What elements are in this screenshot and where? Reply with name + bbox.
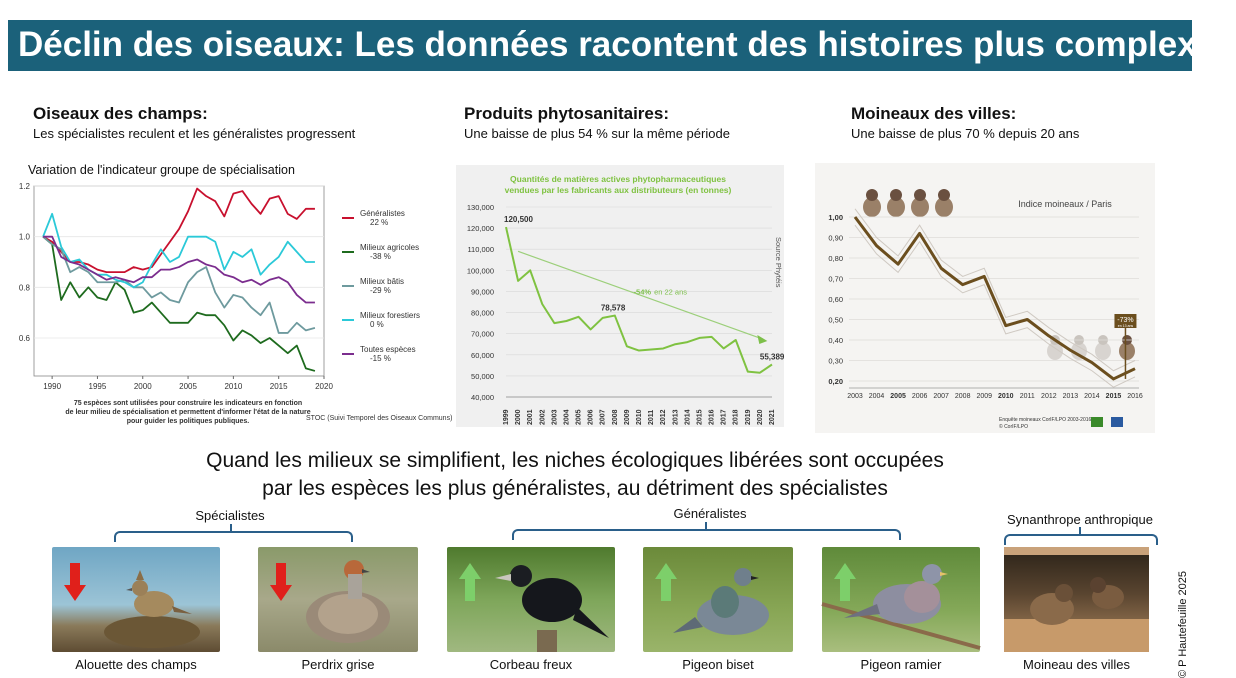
chart1-legend-name: Généralistes: [360, 209, 405, 218]
bird-caption-moineau: Moineau des villes: [1023, 657, 1130, 672]
chart2-xtick-label: 2014: [684, 409, 692, 425]
sparrow-illustration: [1004, 547, 1149, 652]
chart1-legend-pct: -38 %: [370, 252, 391, 261]
chart2-xtick-label: 2009: [623, 409, 631, 425]
chart2-ytick-label: 60,000: [471, 350, 494, 360]
bird-photo-moineau: [1004, 547, 1149, 652]
chart1-legend-pct: 22 %: [370, 218, 389, 227]
chart2-label-mid: 78,578: [600, 303, 626, 313]
chart2-label-first: 120,500: [504, 215, 533, 225]
chart3-logo-2: [1111, 417, 1123, 427]
chart1-legend-name: Toutes espèces: [360, 345, 416, 354]
chart1-legend-pct: -15 %: [370, 354, 391, 363]
chart2-ytick-label: 70,000: [471, 329, 494, 339]
section-subtitle-pesticides: Une baisse de plus 54 % sur la même période: [464, 126, 730, 141]
partridge-illustration: [288, 552, 408, 652]
conclusion: [0, 447, 1150, 503]
sparrow-head-icon: [866, 189, 878, 201]
chart2-xtick-label: 2004: [563, 409, 571, 425]
bird-photo-ramier: [822, 547, 980, 652]
chart1-xtick-label: 2000: [133, 382, 152, 391]
conclusion-line-1: Quand les milieux se simplifient, les niches écologiques libérées sont occupées: [206, 449, 944, 472]
chart2-xtick-label: 1999: [503, 409, 510, 425]
bird-photo-perdrix: [258, 547, 418, 652]
chart2-ytick-label: 130,000: [466, 203, 494, 212]
sparrows-chart: [815, 163, 1155, 433]
section-title-sparrows: Moineaux des villes:: [851, 104, 1017, 123]
chart1-ytick-label: 0.8: [18, 283, 30, 293]
chart2-xtick-label: 2020: [756, 409, 764, 425]
rook-illustration: [487, 552, 612, 652]
chart3-badge-sub: en 13 ans: [1117, 324, 1134, 328]
chart3-ytick-label: 0,30: [828, 356, 843, 366]
chart3-xtick-label: 2016: [1127, 393, 1143, 400]
chart1-footnote-3: pour guider les politiques publiques.: [126, 418, 250, 425]
chart2-source: Source Phytéis: [774, 237, 783, 288]
bird-caption-perdrix: Perdrix grise: [301, 657, 375, 672]
chart2-ytick-label: 120,000: [466, 224, 494, 234]
chart1-title: Variation de l'indicateur groupe de spécialisation: [28, 163, 295, 177]
brace-generalists: [512, 529, 901, 540]
specialization-chart: [8, 158, 453, 440]
chart2-xtick-label: 2013: [672, 409, 680, 425]
chart3-badge-label: -73%: [1117, 317, 1134, 324]
chart2-label-last: 55,389: [759, 352, 785, 362]
pesticides-chart: [456, 165, 784, 427]
sparrow-head-icon: [890, 189, 902, 201]
chart3-xtick-label: 2010: [997, 393, 1014, 400]
chart3-logo-1: [1091, 417, 1103, 427]
chart1-xtick-label: 2005: [179, 382, 197, 391]
sparrow-head-icon: [914, 189, 926, 201]
brace-tick-generalists: [705, 522, 707, 529]
chart2-ytick-label: 110,000: [467, 245, 494, 255]
chart3-xtick-label: 2013: [1062, 393, 1079, 400]
chart1-legend-name: Milieux forestiers: [360, 311, 421, 320]
lark-illustration: [102, 562, 202, 647]
chart2-xtick-label: 2001: [527, 409, 535, 425]
chart2-xtick-label: 2018: [732, 409, 740, 425]
arrow-up-icon: [459, 563, 481, 601]
chart3-credit-2: © CorIF/LPO: [999, 424, 1028, 430]
chart3-ytick-label: 0,40: [828, 336, 843, 345]
conclusion-line-2: par les espèces les plus généralistes, au détriment des spécialistes: [262, 477, 888, 500]
page-title: Déclin des oiseaux: Les données racontent des histoires plus complexes: [18, 25, 1236, 64]
chart1-footnote-2: de leur milieu de spécialisation et permettent d'informer l'état de la nature: [65, 409, 311, 416]
bird-photo-corbeau: [447, 547, 615, 652]
chart3-title: Indice moineaux / Paris: [1018, 199, 1112, 209]
chart3-ytick-label: 0,20: [828, 377, 843, 386]
chart2-ytick-label: 40,000: [471, 393, 494, 402]
chart2-ytick-label: 90,000: [471, 287, 494, 297]
chart2-ytick-label: 80,000: [471, 308, 494, 318]
bird-caption-alouette: Alouette des champs: [75, 657, 197, 672]
section-title-fields: Oiseaux des champs:: [33, 104, 208, 123]
chart3-xtick-label: 2015: [1105, 393, 1122, 400]
chart2-title-1: Quantités de matières actives phytopharmaceutiques: [510, 174, 726, 184]
chart3-xtick-label: 2006: [911, 393, 928, 400]
chart1-source: STOC (Suivi Temporel des Oiseaux Communs): [306, 415, 453, 422]
chart2-ytick-label: 100,000: [466, 266, 494, 276]
chart1-legend-name: Milieux agricoles: [360, 243, 420, 252]
chart3-xtick-label: 2012: [1041, 393, 1057, 400]
chart1-legend-pct: 0 %: [370, 320, 384, 329]
chart3-xtick-label: 2004: [868, 393, 885, 400]
section-subtitle-fields: Les spécialistes reculent et les généralistes progressent: [33, 126, 356, 141]
chart3-ytick-label: 0,70: [828, 274, 843, 284]
chart2-xtick-label: 2011: [648, 409, 656, 425]
chart3-xtick-label: 2009: [976, 393, 993, 400]
chart3-xtick-label: 2008: [954, 393, 971, 400]
chart3-ytick-label: 0,50: [828, 315, 843, 325]
group-label-generalists: Généralistes: [673, 506, 747, 521]
bird-caption-biset: Pigeon biset: [682, 657, 754, 672]
group-label-specialists: Spécialistes: [195, 508, 265, 523]
section-subtitle-sparrows: Une baisse de plus 70 % depuis 20 ans: [851, 126, 1080, 141]
chart3-credit: Enquête moineaux CorIF/LPO 2003-2016: [999, 417, 1092, 423]
rock-dove-illustration: [663, 557, 788, 652]
section-title-pesticides: Produits phytosanitaires:: [464, 104, 669, 123]
arrow-down-icon: [64, 563, 86, 601]
chart2-ytick-label: 50,000: [471, 371, 494, 381]
chart3-ytick-label: 0,60: [828, 295, 843, 304]
bird-photo-biset: [643, 547, 793, 652]
chart1-xtick-label: 2020: [315, 382, 333, 391]
brace-specialists: [114, 531, 353, 542]
chart3-xtick-label: 2003: [847, 393, 863, 400]
chart2-xtick-label: 2000: [515, 409, 523, 425]
chart1-xtick-label: 2015: [269, 382, 288, 391]
chart3-xtick-label: 2014: [1084, 393, 1100, 400]
brace-tick-synanthrope: [1079, 527, 1081, 534]
chart2-xtick-label: 2021: [769, 409, 776, 425]
bird-caption-corbeau: Corbeau freux: [489, 657, 573, 672]
chart3-ytick-label: 1,00: [828, 213, 843, 222]
chart1-ytick-label: 1.2: [18, 182, 30, 191]
sparrow-head-icon: [938, 189, 950, 201]
chart1-ytick-label: 1.0: [18, 232, 30, 242]
chart2-xtick-label: 2006: [587, 409, 595, 425]
bird-caption-ramier: Pigeon ramier: [860, 657, 942, 672]
chart2-xtick-label: 2005: [575, 409, 583, 425]
chart2-xtick-label: 2008: [611, 409, 619, 425]
chart3-xtick-label: 2005: [890, 393, 906, 400]
chart2-trend-suffix: en 22 ans: [654, 287, 688, 297]
chart2-xtick-label: 2010: [636, 409, 643, 425]
copyright: © P Hautefeuille 2025: [1177, 571, 1189, 678]
chart1-xtick-label: 2010: [224, 382, 243, 391]
brace-tick-specialists: [230, 524, 232, 531]
chart3-ytick-label: 0,80: [828, 254, 843, 263]
chart1-footnote-1: 75 espèces sont utilisées pour construire les indicateurs en fonction: [73, 400, 303, 407]
chart2-xtick-label: 2019: [744, 409, 752, 425]
chart2-xtick-label: 2015: [696, 409, 704, 425]
chart3-ytick-label: 0,90: [828, 233, 843, 243]
wood-pigeon-illustration: [822, 552, 980, 652]
chart1-xtick-label: 1995: [88, 382, 107, 391]
chart2-xtick-label: 2002: [539, 409, 547, 425]
chart1-legend-pct: -29 %: [370, 286, 391, 295]
chart2-xtick-label: 2012: [660, 409, 668, 425]
chart2-title-2: vendues par les fabricants aux distributeurs (en tonnes): [504, 185, 732, 195]
chart2-xtick-label: 2003: [551, 409, 559, 425]
group-label-synanthrope: Synanthrope anthropique: [1006, 512, 1153, 527]
chart2-xtick-label: 2016: [708, 409, 716, 425]
bird-photo-alouette: [52, 547, 220, 652]
chart3-xtick-label: 2007: [933, 393, 949, 400]
chart1-ytick-label: 0.6: [18, 334, 30, 343]
chart1-legend-name: Milieux bâtis: [360, 277, 405, 286]
chart2-trend-label: -54%: [633, 287, 652, 297]
chart3-xtick-label: 2011: [1019, 393, 1035, 400]
chart2-xtick-label: 2017: [720, 409, 728, 425]
chart1-xtick-label: 1990: [43, 382, 62, 391]
chart2-xtick-label: 2007: [599, 409, 607, 425]
brace-synanthrope: [1004, 534, 1158, 545]
